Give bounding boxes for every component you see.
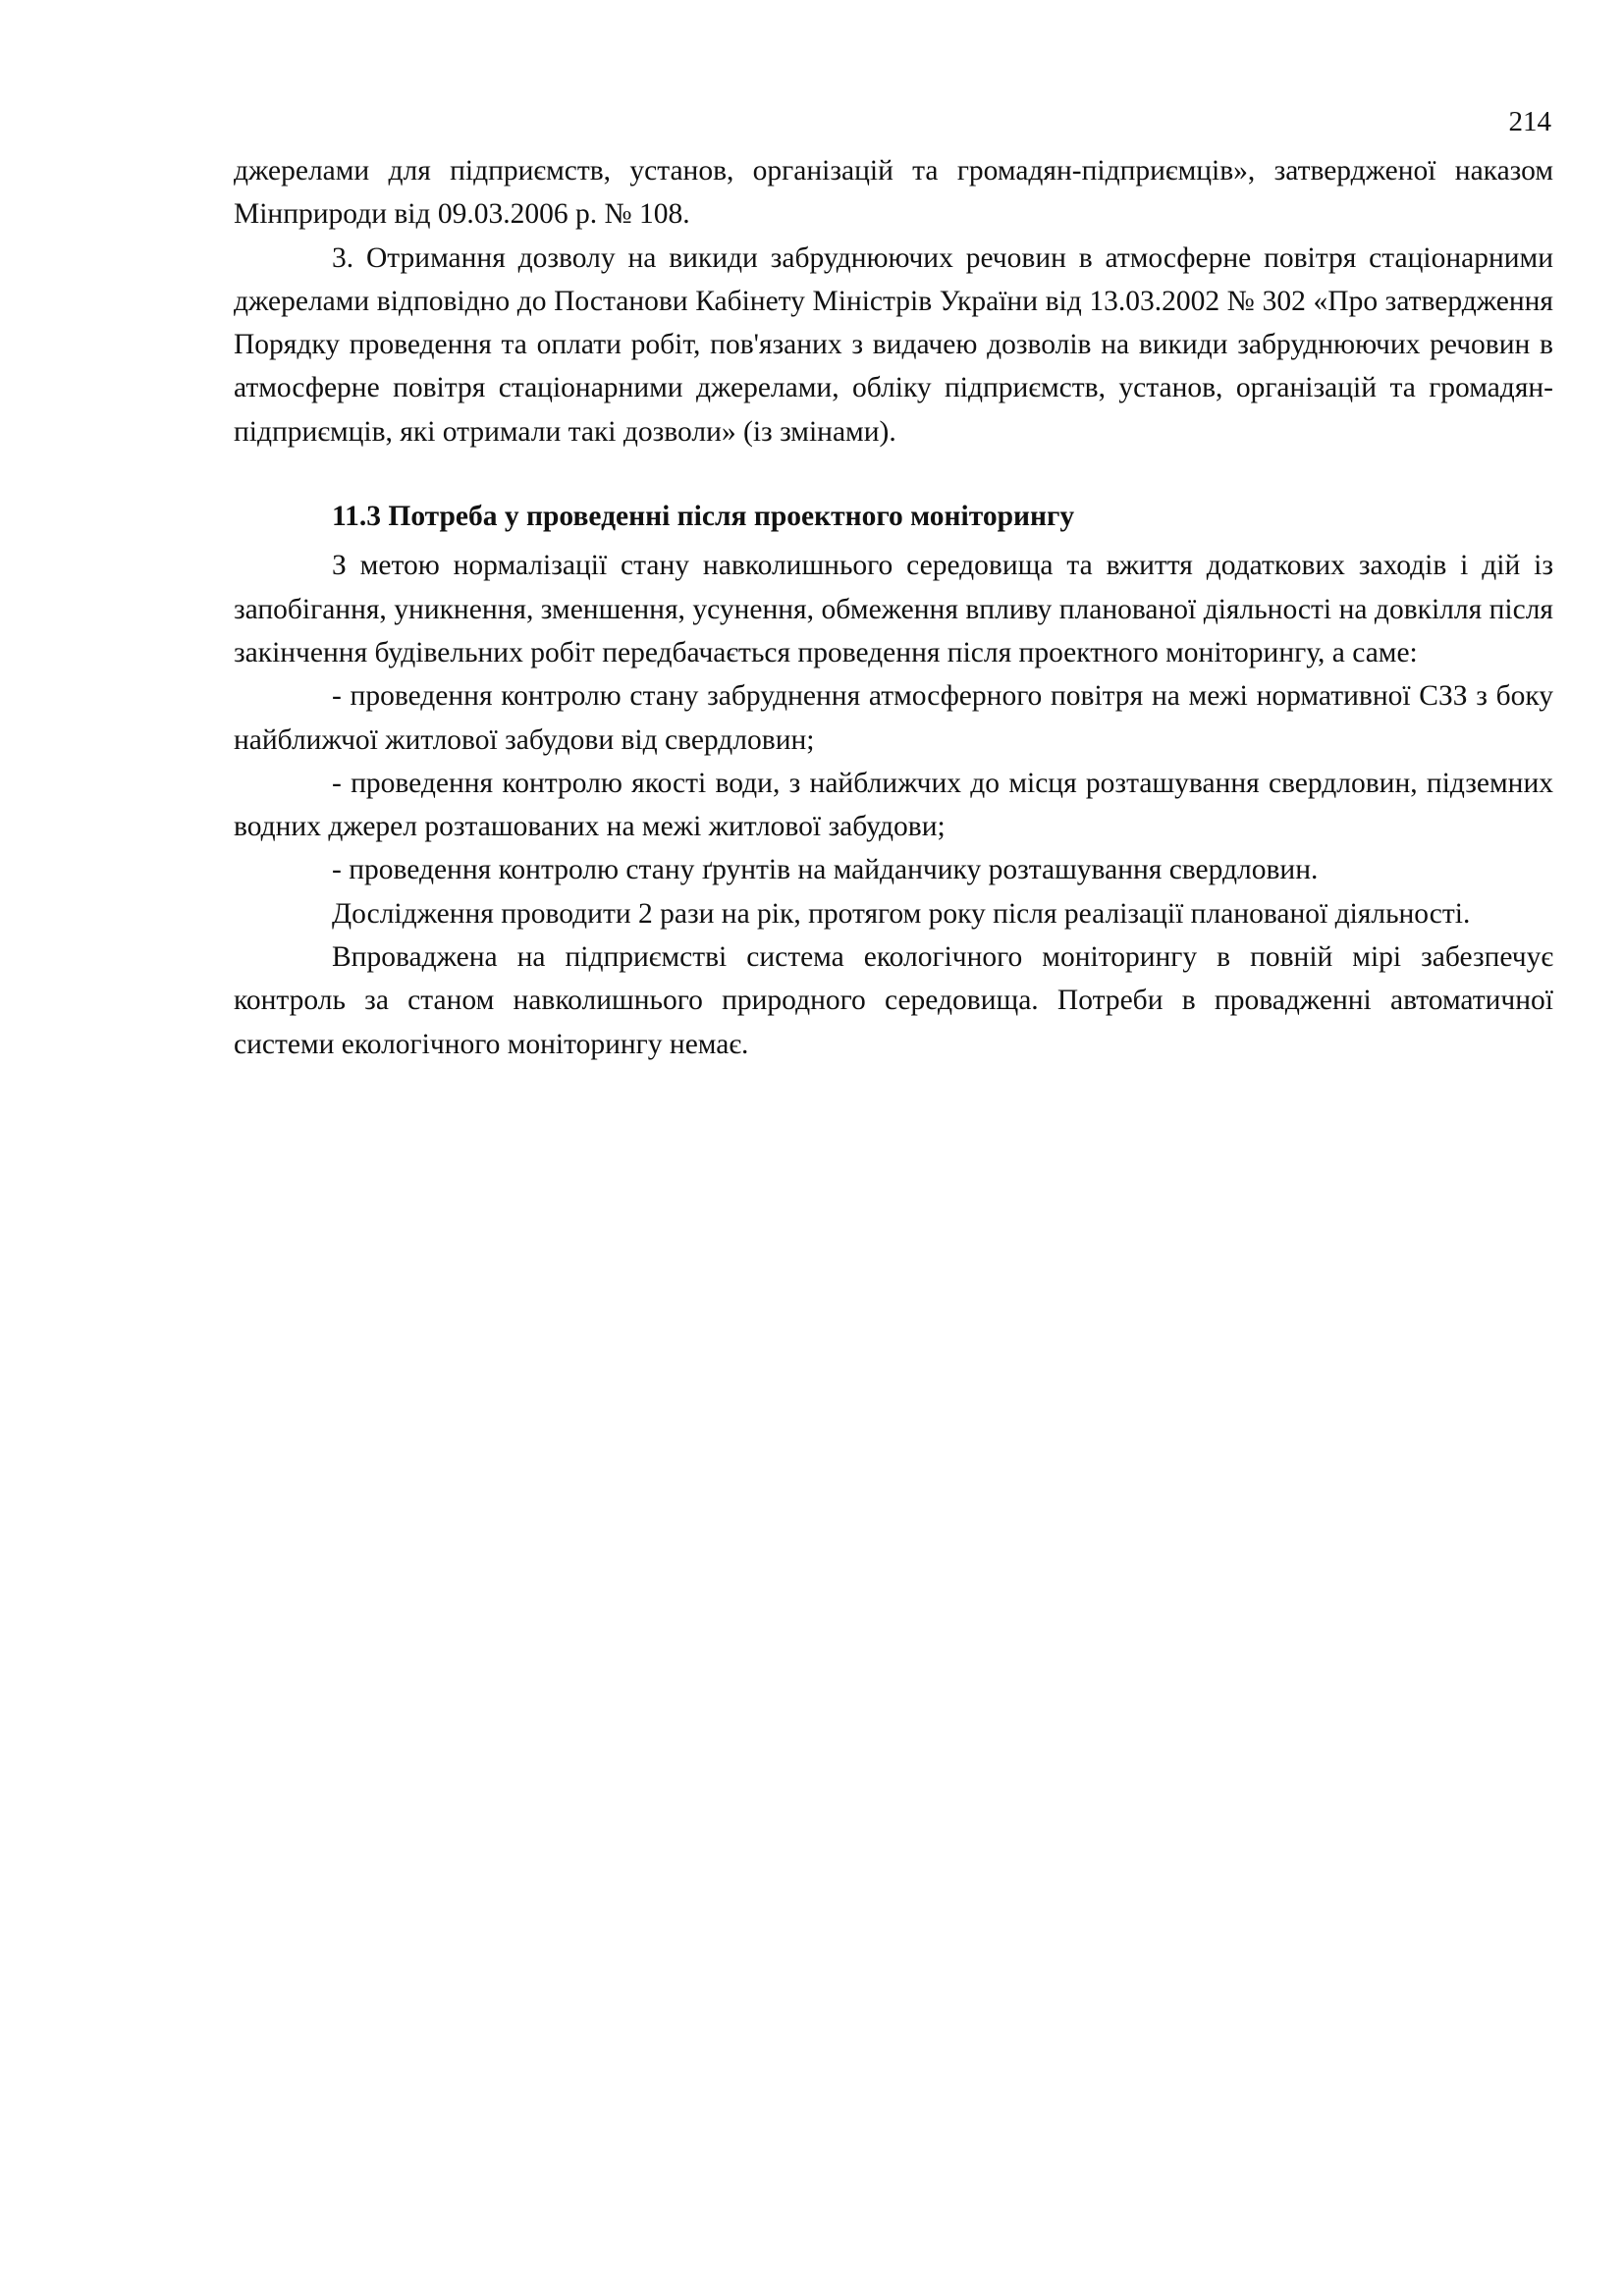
page-number: 214 bbox=[1508, 106, 1551, 137]
paragraph-continuation: джерелами для підприємств, установ, організацій та громадян-підприємців», затвердженої наказом Мінприроди від 09.03.2006 р. № 108. bbox=[234, 155, 1553, 231]
section-heading: 11.3 Потреба у проведенні після проектного моніторингу bbox=[332, 501, 1075, 533]
list-item-water-control: - проведення контролю якості води, з найближчих до місця розташування свердловин, підземних водних джерел розташованих на межі житлової забудови; bbox=[234, 767, 1553, 843]
paragraph-permit: 3. Отримання дозволу на викиди забруднюючих речовин в атмосферне повітря стаціонарними джерелами відповідно до Постанови Кабінету Міністрів України від 13.03.2002 № 302 «Про затвердження Порядку проведення та оплати робіт, пов'язаних з видачею дозволів на викиди забруднюючих речовин в атмосферне повітря стаціонарними джерелами, обліку підприємств, установ, організацій та громадян-підприємців, які отримали такі дозволи» (із змінами). bbox=[234, 241, 1553, 448]
document-body bbox=[234, 149, 1553, 1066]
paragraph-conclusion: Впроваджена на підприємстві система екологічного моніторингу в повній мірі забезпечує контроль за станом навколишнього природного середовища. Потреби в провадженні автоматичної системи екологічного моніторингу немає. bbox=[234, 941, 1553, 1060]
paragraph-frequency: Дослідження проводити 2 рази на рік, протягом року після реалізації планованої діяльності. bbox=[332, 897, 1471, 930]
paragraph-intro: З метою нормалізації стану навколишнього середовища та вжиття додаткових заходів і дій із запобігання, уникнення, зменшення, усунення, обмеження впливу планованої діяльності на довкілля після закінчення будівельних робіт передбачається проведення після проектного моніторингу, а саме: bbox=[234, 550, 1553, 668]
list-item-air-control: - проведення контролю стану забруднення атмосферного повітря на межі нормативної СЗЗ з боку найближчої житлової забудови від свердловин; bbox=[234, 680, 1553, 756]
list-item-soil-control: - проведення контролю стану ґрунтів на майданчику розташування свердловин. bbox=[332, 854, 1319, 886]
